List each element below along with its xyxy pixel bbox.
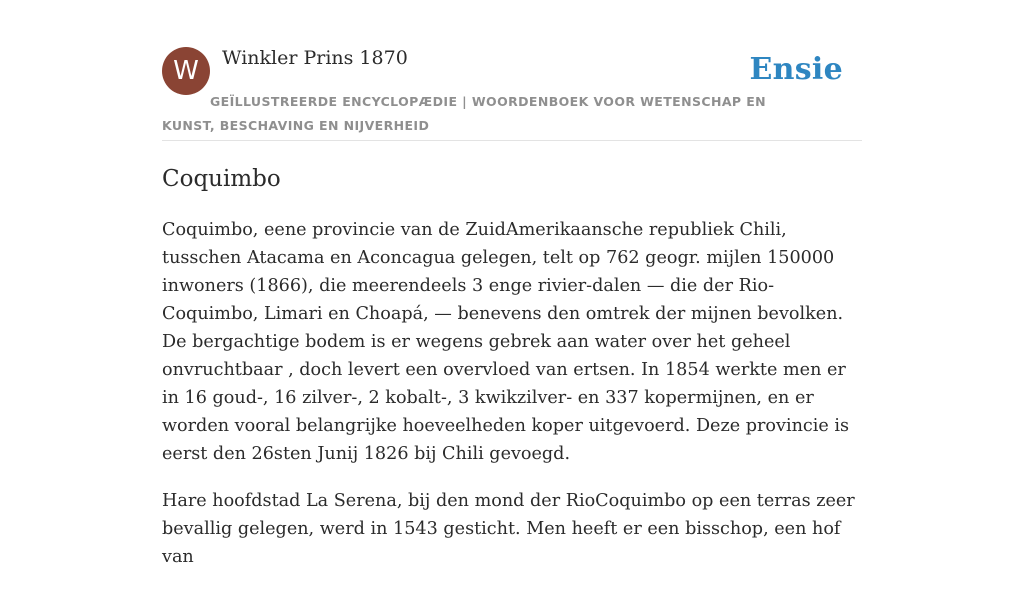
source-subtitle: GEÏLLUSTREERDE ENCYCLOPÆDIE | WOORDENBOEK VOOR WETENSCHAP EN KUNST, BESCHAVING EN NIJVERHEID	[162, 94, 767, 133]
article-title: Coquimbo	[162, 166, 281, 192]
source-title-link[interactable]: Winkler Prins 1870	[222, 47, 408, 69]
source-avatar[interactable]: W	[162, 47, 210, 95]
article-header	[162, 46, 862, 141]
article-paragraph: Hare hoofdstad La Serena, bij den mond der RioCoquimbo op een terras zeer bevallig gelegen, werd in 1543 gesticht. Men heeft er een bisschop, een hof van	[162, 491, 855, 567]
article-paragraph: Coquimbo, eene provincie van de ZuidAmerikaansche republiek Chili, tusschen Atacama en Aconcagua gelegen, telt op 762 geogr. mijlen 150000 inwoners (1866), die meerendeels 3 enge rivier-dalen — die der Rio-Coquimbo, Limari en Choapá, — benevens den omtrek der mijnen bevolken. De bergachtige bodem is er wegens gebrek aan water over het geheel onvruchtbaar , doch levert een overvloed van ertsen. In 1854 werkte men er in 16 goud-, 16 zilver-, 2 kobalt-, 3 kwikzilver- en 337 kopermijnen, en er worden vooral belangrijke hoeveelheden koper uitgevoerd. Deze provincie is eerst den 26sten Junij 1826 bij Chili gevoegd.	[162, 220, 850, 464]
article-body	[162, 216, 862, 590]
ensie-logo[interactable]: Ensie	[749, 52, 843, 87]
